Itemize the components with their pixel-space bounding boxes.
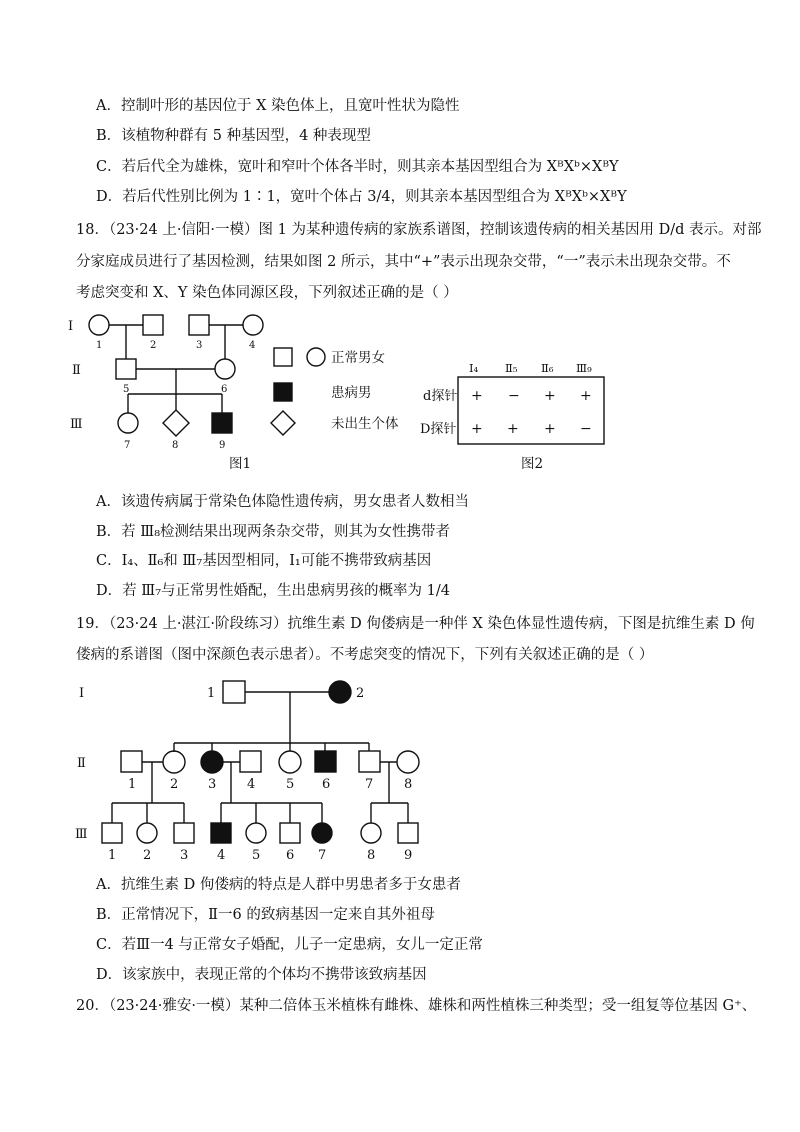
q19-III2-female [137, 823, 157, 843]
q19-id: 7 [318, 848, 327, 863]
q19-id: 6 [322, 777, 331, 792]
q19-stem-line-1: 19．（23·24 上·湛江·阶段练习）抗维生素 D 佝偻病是一种伴 X 染色体显性遗传病，下图是抗维生素 D 佝 [76, 616, 755, 632]
fig1-id-2: 2 [150, 340, 157, 351]
fig1-III8-unborn [163, 410, 189, 436]
fig1-id-7: 7 [124, 440, 131, 451]
fig1-id-1: 1 [96, 340, 103, 351]
q19-id: 1 [108, 848, 117, 863]
q19-III1-male [102, 823, 122, 843]
q17-option-d-text: D．若后代性别比例为 1∶1，宽叶个体占 3/4，则其亲本基因型组合为 [96, 189, 555, 205]
q19-id: 3 [208, 777, 217, 792]
q18-option-b: B．若 Ⅲ₈检测结果出现两条杂交带，则其为女性携带者 [96, 524, 451, 540]
q19-id: 5 [286, 777, 295, 792]
legend-affected-male-symbol [274, 383, 292, 401]
fig1-I2-male [143, 315, 163, 335]
legend-unborn-symbol [271, 411, 295, 435]
fig2-cell: − [508, 388, 520, 404]
fig1-III9-affected-male [212, 413, 232, 433]
legend-affected-male-label: 患病男 [331, 385, 372, 401]
q17-option-d-genotype: XᴮXᵇ×XᴮY [554, 189, 627, 205]
q17-option-a: A．控制叶形的基因位于 X 染色体上，且宽叶性状为隐性 [96, 98, 460, 114]
q18-stem-line-1: 18．（23·24 上·信阳·一模）图 1 为某种遗传病的家族系谱图，控制该遗传病的相关基因用 D/d 表示。对部 [76, 222, 762, 238]
q19-gen-I-label: Ⅰ [79, 686, 85, 701]
fig1-I4-female [243, 315, 263, 335]
q19-II1-male [121, 751, 142, 772]
q19-option-c: C．若Ⅲ一4 与正常女子婚配，儿子一定患病，女儿一定正常 [96, 937, 483, 953]
fig1-id-9: 9 [219, 440, 226, 451]
q18-option-c: C．Ⅰ₄、Ⅱ₆和 Ⅲ₇基因型相同，Ⅰ₁可能不携带致病基因 [96, 553, 432, 569]
q18-stem-line-2: 分家庭成员进行了基因检测，结果如图 2 所示，其中“+”表示出现杂交带，“一”表示未出现杂交带。不 [76, 254, 731, 270]
q19-gen-II-label: Ⅱ [77, 756, 86, 771]
q19-stem-line-2: 偻病的系谱图（图中深颜色表示患者）。不考虑突变的情况下，下列有关叙述正确的是（ ） [76, 647, 654, 663]
q19-III4-affected-male [211, 823, 231, 843]
q19-III3-male [174, 823, 194, 843]
fig1-id-4: 4 [249, 340, 256, 351]
q19-id: 5 [252, 848, 261, 863]
q19-III7-affected-female [312, 823, 332, 843]
fig1-gen-II-label: Ⅱ [72, 363, 81, 378]
q19-id: 2 [170, 777, 179, 792]
q19-II6-affected-male [315, 751, 336, 772]
q17-option-d [96, 187, 627, 207]
q19-id: 7 [365, 777, 374, 792]
q19-I1-male [223, 681, 245, 703]
q19-id: 4 [247, 777, 256, 792]
q17-option-c-genotype: XᴮXᵇ×XᴮY [546, 159, 619, 175]
fig1-I3-male [189, 315, 209, 335]
q19-III9-male [398, 823, 418, 843]
q19-id: 2 [143, 848, 152, 863]
legend-normal-male-symbol [274, 348, 292, 366]
q19-II2-female [163, 751, 185, 773]
q19-id: 2 [356, 686, 365, 701]
legend-normal-female-symbol [307, 348, 325, 366]
q19-option-a: A．抗维生素 D 佝偻病的特点是人群中男患者多于女患者 [96, 877, 461, 893]
fig2-cell: + [580, 388, 592, 404]
q19-II3-affected-female [201, 751, 223, 773]
fig2-caption: 图2 [521, 456, 544, 472]
q20-stem-line-1: 20．（23·24·雅安·一模）某种二倍体玉米植株有雌株、雄株和两性植株三种类型；受一组复等位基因 G⁺、 [76, 998, 757, 1014]
q19-id: 9 [404, 848, 413, 863]
fig1-id-5: 5 [123, 384, 130, 395]
q19-id: 8 [404, 777, 413, 792]
q18-pedigree-figures [0, 300, 800, 480]
q19-id: 3 [180, 848, 189, 863]
fig2-col-II6: Ⅱ₆ [541, 361, 554, 375]
fig2-row-d-label: d探针 [423, 389, 458, 404]
fig2-cell: + [471, 421, 483, 437]
q19-III5-female [246, 823, 266, 843]
q18-option-d: D．若 Ⅲ₇与正常男性婚配，生出患病男孩的概率为 1/4 [96, 583, 450, 599]
fig1-gen-I-label: Ⅰ [68, 319, 74, 334]
q19-II8-female [397, 751, 419, 773]
q19-option-b: B．正常情况下，Ⅱ一6 的致病基因一定来自其外祖母 [96, 907, 435, 923]
fig1-III7-female [118, 413, 138, 433]
fig2-col-I4: Ⅰ₄ [469, 361, 479, 375]
fig1-I1-female [89, 315, 109, 335]
q19-pedigree [0, 670, 800, 870]
q17-option-b: B．该植物种群有 5 种基因型，4 种表现型 [96, 128, 371, 144]
fig2-cell: + [544, 388, 556, 404]
q17-option-c-text: C．若后代全为雄株，宽叶和窄叶个体各半时，则其亲本基因型组合为 [96, 159, 547, 175]
fig2-cell: + [471, 388, 483, 404]
fig2-col-II5: Ⅱ₅ [505, 361, 518, 375]
q19-id: 8 [367, 848, 376, 863]
q19-II4-male [240, 751, 261, 772]
q19-II7-male [359, 751, 380, 772]
q19-option-d: D．该家族中，表现正常的个体均不携带该致病基因 [96, 967, 427, 983]
fig1-id-3: 3 [196, 340, 203, 351]
fig2-row-D-label: D探针 [420, 422, 457, 437]
q19-id: 6 [286, 848, 295, 863]
q18-stem-line-3: 考虑突变和 X、Y 染色体同源区段，下列叙述正确的是（ ） [76, 285, 458, 301]
fig1-id-8: 8 [172, 440, 179, 451]
q19-id: 1 [128, 777, 137, 792]
q18-option-a: A．该遗传病属于常染色体隐性遗传病，男女患者人数相当 [96, 494, 469, 510]
fig1-gen-III-label: Ⅲ [70, 417, 83, 432]
fig2-cell: + [544, 421, 556, 437]
fig1-id-6: 6 [221, 384, 228, 395]
fig2-col-III9: Ⅲ₉ [576, 361, 592, 375]
fig1-caption: 图1 [229, 456, 252, 472]
q19-III8-female [361, 823, 381, 843]
legend-unborn-label: 未出生个体 [331, 416, 399, 432]
q19-gen-III-label: Ⅲ [75, 827, 88, 842]
q19-I2-affected-female [329, 681, 351, 703]
fig1-II6-female [215, 359, 235, 379]
q17-option-c [96, 157, 619, 177]
legend-normal-label: 正常男女 [331, 350, 385, 366]
q19-III6-male [280, 823, 300, 843]
fig2-cell: + [507, 421, 519, 437]
q19-II5-female [279, 751, 301, 773]
q19-id: 4 [217, 848, 226, 863]
fig1-II5-male [116, 359, 136, 379]
fig2-cell: − [580, 421, 592, 437]
q19-id: 1 [207, 686, 216, 701]
